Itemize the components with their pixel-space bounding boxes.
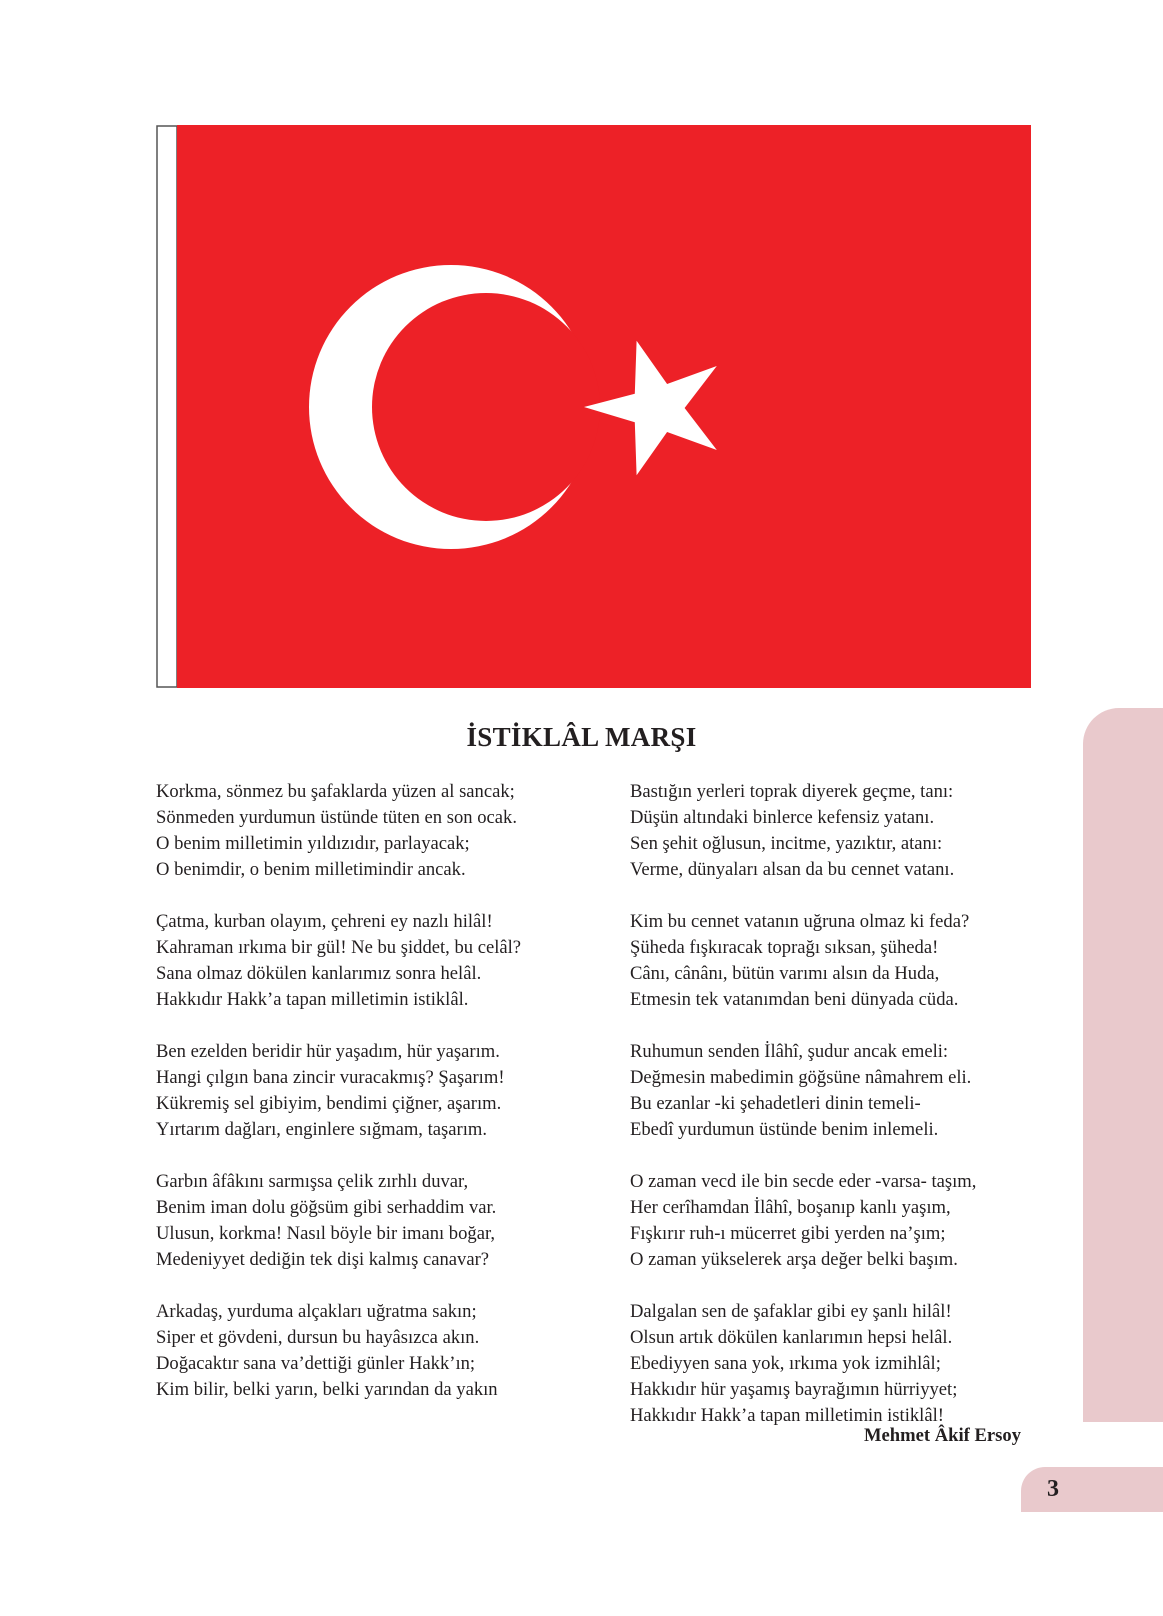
poem-right-column [630, 779, 1050, 1455]
poem-line: Şüheda fışkıracak toprağı sıksan, şüheda! [630, 937, 939, 958]
poem-line: Ebediyyen sana yok, ırkıma yok izmihlâl; [630, 1353, 941, 1374]
poem-line: O benim milletimin yıldızıdır, parlayacak; [156, 833, 470, 854]
poem-line: Sana olmaz dökülen kanlarımız sonra helâl. [156, 963, 482, 984]
stanza [156, 1039, 616, 1143]
poem-line: O zaman vecd ile bin secde eder -varsa- taşım, [630, 1171, 977, 1192]
poem-line: Kim bilir, belki yarın, belki yarından da yakın [156, 1379, 498, 1400]
poem-line: Sen şehit oğlusun, incitme, yazıktır, atanı: [630, 833, 943, 854]
poem-line: Sönmeden yurdumun üstünde tüten en son ocak. [156, 807, 517, 828]
poem-line: Etmesin tek vatanımdan beni dünyada cüda. [630, 989, 959, 1010]
stanza [630, 909, 1050, 1013]
poem-line: Verme, dünyaları alsan da bu cennet vatanı. [630, 859, 955, 880]
poem-line: Değmesin mabedimin göğsüne nâmahrem eli. [630, 1067, 972, 1088]
poem-line: Garbın âfâkını sarmışsa çelik zırhlı duvar, [156, 1171, 469, 1192]
turkish-flag [156, 125, 1031, 688]
poem-line: Düşün altındaki binlerce kefensiz yatanı. [630, 807, 935, 828]
poem-line: Doğacaktır sana va’dettiği günler Hakk’ın; [156, 1353, 476, 1374]
poem-line: Ruhumun senden İlâhî, şudur ancak emeli: [630, 1041, 949, 1062]
poem-line: Arkadaş, yurduma alçakları uğratma sakın; [156, 1301, 477, 1322]
poem-line: Hakkıdır Hakk’a tapan milletimin istiklâl. [156, 989, 469, 1010]
stanza [156, 1169, 616, 1273]
poem-line: Çatma, kurban olayım, çehreni ey nazlı hilâl! [156, 911, 493, 932]
poem-line: Olsun artık dökülen kanlarımın hepsi helâl. [630, 1327, 953, 1348]
poem-line: Cânı, cânânı, bütün varımı alsın da Huda, [630, 963, 940, 984]
poem-title: İSTİKLÂL MARŞI [466, 722, 697, 752]
poem-line: Kahraman ırkıma bir gül! Ne bu şiddet, bu celâl? [156, 937, 522, 958]
poem-line: Medeniyyet dediğin tek dişi kalmış canavar? [156, 1249, 490, 1270]
poem-line: Yırtarım dağları, enginlere sığmam, taşarım. [156, 1119, 487, 1140]
poem-left-column [156, 779, 616, 1429]
poem-line: Siper et gövdeni, dursun bu hayâsızca akın. [156, 1327, 480, 1348]
poem-line: Ebedî yurdumun üstünde benim inlemeli. [630, 1119, 939, 1140]
stanza [156, 779, 616, 883]
poem-line: Kim bu cennet vatanın uğruna olmaz ki feda? [630, 911, 970, 932]
poem-line: Bastığın yerleri toprak diyerek geçme, tanı: [630, 781, 954, 802]
poem-line: Hangi çılgın bana zincir vuracakmış? Şaşarım! [156, 1067, 505, 1088]
stanza [156, 1299, 616, 1403]
poem-line: Benim iman dolu göğsüm gibi serhaddim var. [156, 1197, 497, 1218]
flag-pole-hoist [157, 126, 177, 687]
poem-line: O benimdir, o benim milletimindir ancak. [156, 859, 466, 880]
stanza [630, 1169, 1050, 1273]
poem-line: Hakkıdır Hakk’a tapan milletimin istiklâl! [630, 1405, 944, 1426]
poem-line: Korkma, sönmez bu şafaklarda yüzen al sancak; [156, 781, 515, 802]
poem-line: Her cerîhamdan İlâhî, boşanıp kanlı yaşım, [630, 1197, 951, 1218]
stanza [156, 909, 616, 1013]
poem-line: Bu ezanlar -ki şehadetleri dinin temeli- [630, 1093, 921, 1114]
poem-line: Ben ezelden beridir hür yaşadım, hür yaşarım. [156, 1041, 500, 1062]
poem-line: Kükremiş sel gibiyim, bendimi çiğner, aşarım. [156, 1093, 502, 1114]
poem-line: Ulusun, korkma! Nasıl böyle bir imanı boğar, [156, 1223, 496, 1244]
poem-line: Dalgalan sen de şafaklar gibi ey şanlı hilâl! [630, 1301, 952, 1322]
stanza [630, 1039, 1050, 1143]
page-number: 3 [1021, 1467, 1163, 1512]
side-margin-tab [1083, 708, 1163, 1422]
poem-line: O zaman yükselerek arşa değer belki başım. [630, 1249, 958, 1270]
stanza [630, 1299, 1050, 1429]
poem-line: Hakkıdır hür yaşamış bayrağımın hürriyyet; [630, 1379, 958, 1400]
poem-line: Fışkırır ruh-ı mücerret gibi yerden na’şım; [630, 1223, 946, 1244]
poem-author: Mehmet Âkif Ersoy [864, 1425, 1021, 1446]
stanza [630, 779, 1050, 883]
